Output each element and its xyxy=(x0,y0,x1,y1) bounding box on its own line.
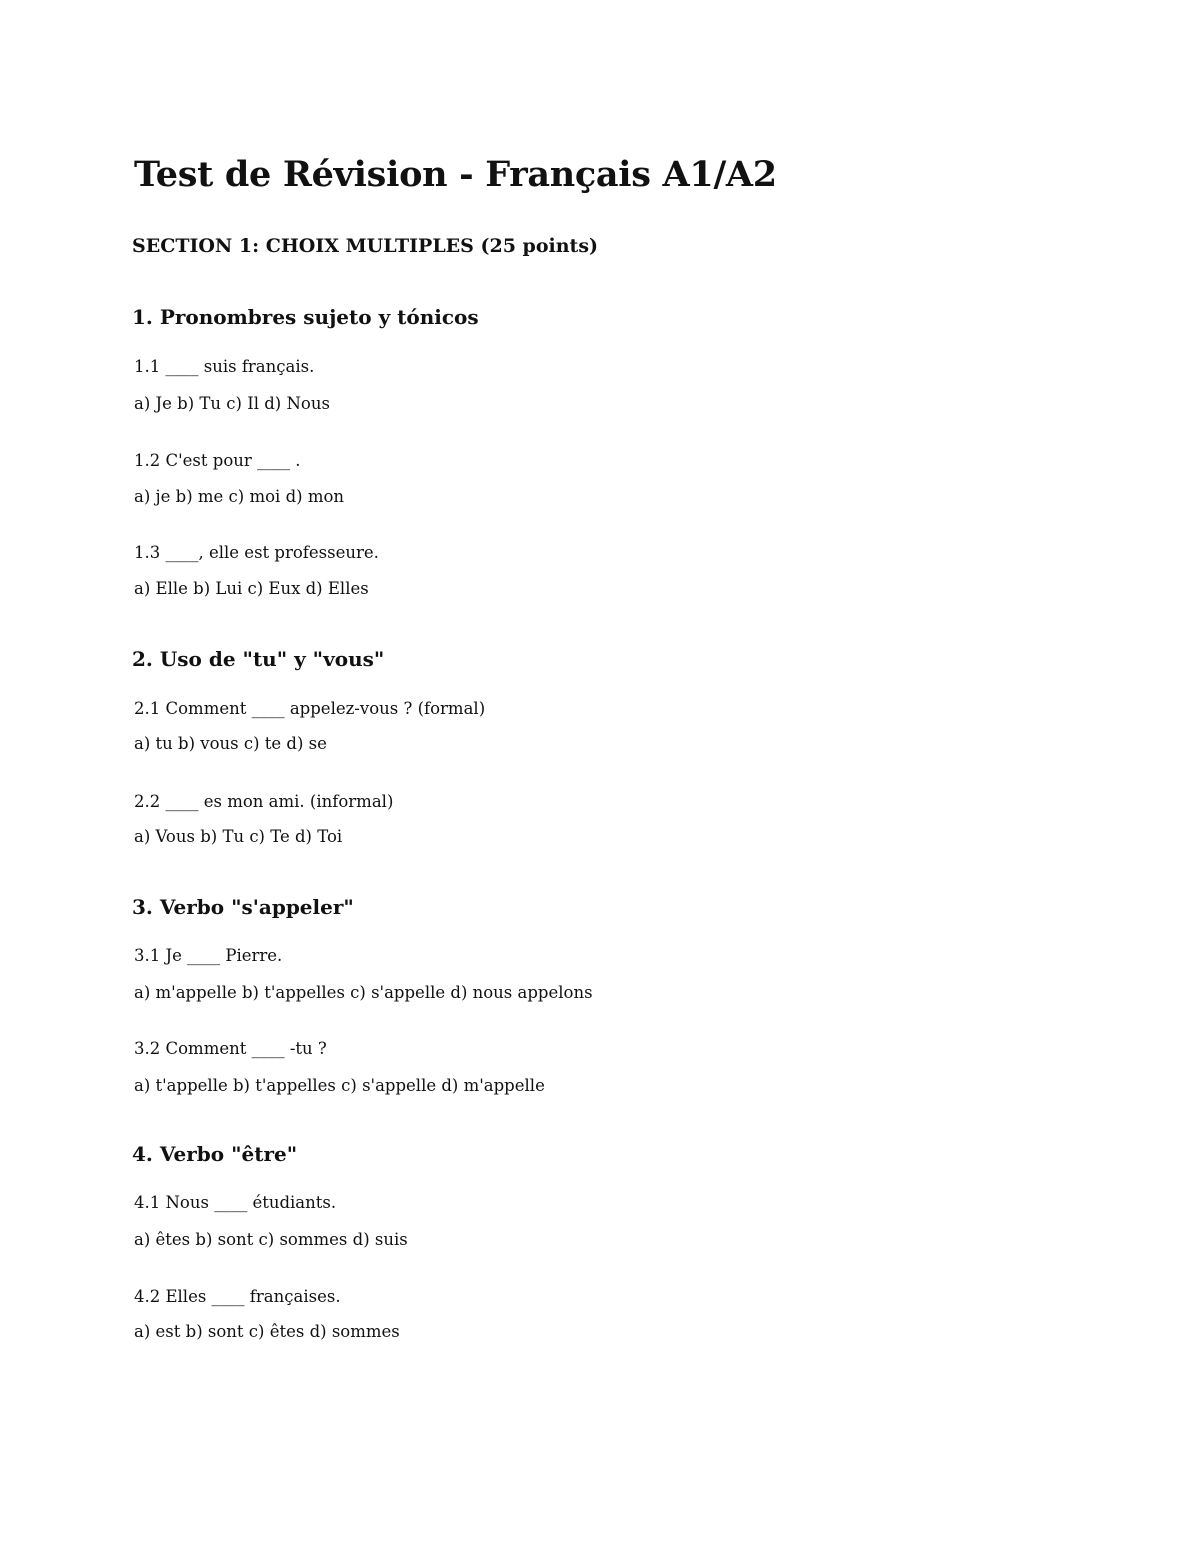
question-2-2: 2.2 ____ es mon ami. (informal) xyxy=(134,792,394,811)
topic-heading-2: 2. Uso de "tu" y "vous" xyxy=(132,647,385,671)
section-heading: SECTION 1: CHOIX MULTIPLES (25 points) xyxy=(132,235,599,257)
question-3-2: 3.2 Comment ____ -tu ? xyxy=(134,1039,327,1058)
question-3-1: 3.1 Je ____ Pierre. xyxy=(134,946,283,965)
options-1-3: a) Elle b) Lui c) Eux d) Elles xyxy=(134,579,369,598)
question-1-3: 1.3 ____, elle est professeure. xyxy=(134,543,379,562)
options-2-2: a) Vous b) Tu c) Te d) Toi xyxy=(134,827,343,846)
options-2-1: a) tu b) vous c) te d) se xyxy=(134,734,327,753)
question-1-1: 1.1 ____ suis français. xyxy=(134,357,315,376)
options-3-1: a) m'appelle b) t'appelles c) s'appelle d) nous appelons xyxy=(134,983,593,1002)
options-4-2: a) est b) sont c) êtes d) sommes xyxy=(134,1322,400,1341)
topic-heading-3: 3. Verbo "s'appeler" xyxy=(132,895,354,919)
options-1-2: a) je b) me c) moi d) mon xyxy=(134,487,345,506)
topic-heading-1: 1. Pronombres sujeto y tónicos xyxy=(132,305,479,329)
options-1-1: a) Je b) Tu c) Il d) Nous xyxy=(134,394,330,413)
document-title: Test de Révision - Français A1/A2 xyxy=(134,154,777,195)
options-4-1: a) êtes b) sont c) sommes d) suis xyxy=(134,1230,408,1249)
topic-heading-4: 4. Verbo "être" xyxy=(132,1142,298,1166)
question-1-2: 1.2 C'est pour ____ . xyxy=(134,451,301,470)
question-4-2: 4.2 Elles ____ françaises. xyxy=(134,1287,341,1306)
question-4-1: 4.1 Nous ____ étudiants. xyxy=(134,1193,337,1212)
question-2-1: 2.1 Comment ____ appelez-vous ? (formal) xyxy=(134,699,486,718)
options-3-2: a) t'appelle b) t'appelles c) s'appelle d) m'appelle xyxy=(134,1076,545,1095)
